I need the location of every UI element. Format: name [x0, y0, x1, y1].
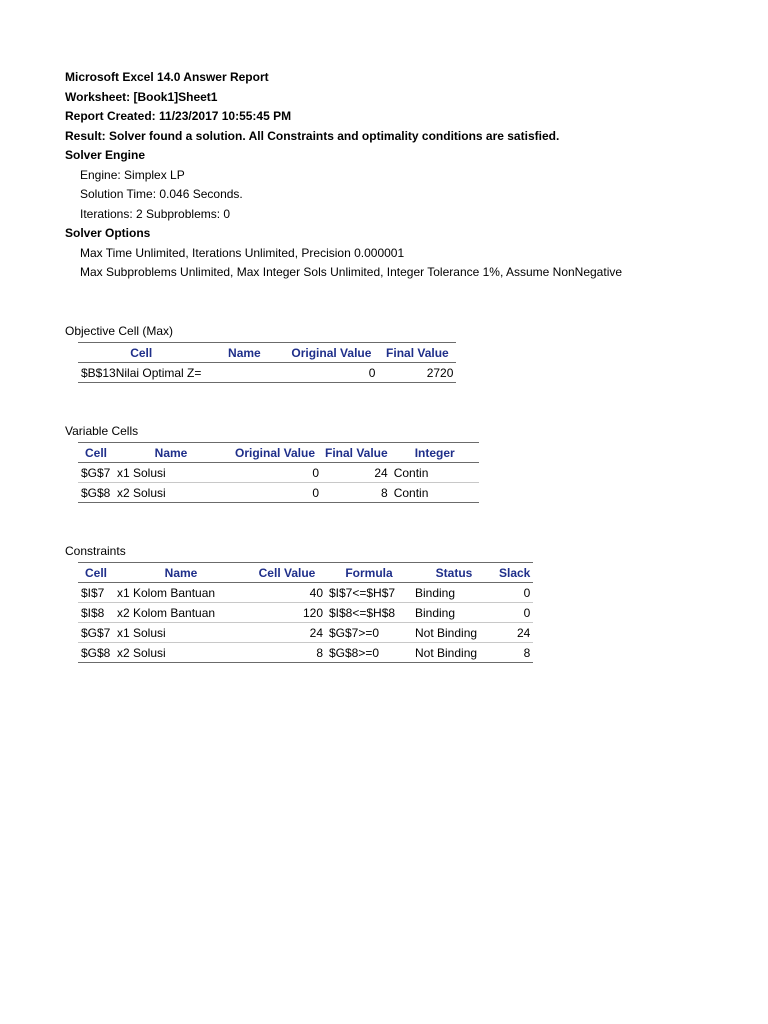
- cell-value: 8: [248, 643, 326, 663]
- formula: $I$7<=$H$7: [326, 583, 412, 603]
- original-value: 0: [228, 463, 322, 483]
- cell-value: 24: [248, 623, 326, 643]
- slack: 0: [496, 583, 533, 603]
- col-header-original: Original Value: [284, 343, 378, 363]
- slack: 24: [496, 623, 533, 643]
- final-value: 8: [322, 483, 391, 503]
- status: Not Binding: [412, 623, 496, 643]
- report-title: Microsoft Excel 14.0 Answer Report: [65, 70, 269, 84]
- integer-type: Contin: [391, 483, 479, 503]
- col-header-slack: Slack: [496, 563, 533, 583]
- final-value: 2720: [378, 363, 456, 383]
- table-row: [78, 483, 479, 503]
- solver-options-heading: Solver Options: [65, 226, 151, 240]
- cell-ref: $G$8: [78, 643, 114, 663]
- col-header-name: Name: [114, 443, 228, 463]
- objective-table: [78, 342, 456, 383]
- solution-time-line: Solution Time: 0.046 Seconds.: [80, 187, 243, 201]
- cell-ref: $G$7: [78, 623, 114, 643]
- col-header-name: Name: [204, 343, 284, 363]
- cell-ref: $G$7: [78, 463, 114, 483]
- variables-table: [78, 442, 479, 503]
- col-header-cell: Cell: [78, 443, 114, 463]
- report-header: [65, 68, 755, 283]
- formula: $I$8<=$H$8: [326, 603, 412, 623]
- objective-section-title: Objective Cell (Max): [65, 324, 174, 338]
- col-header-cell: Cell: [78, 343, 204, 363]
- table-row: [78, 463, 479, 483]
- cell-name: x1 Solusi: [114, 463, 228, 483]
- worksheet-line: Worksheet: [Book1]Sheet1: [65, 89, 218, 104]
- result-line: Result: Solver found a solution. All Constraints and optimality conditions are satisfied.: [65, 128, 560, 143]
- iterations-line: Iterations: 2 Subproblems: 0: [80, 206, 231, 221]
- status: Binding: [412, 603, 496, 623]
- table-row: [78, 623, 533, 643]
- table-header-row: [78, 443, 479, 463]
- options-line-1: Max Time Unlimited, Iterations Unlimited, Precision 0.000001: [80, 245, 405, 260]
- cell-name: x2 Solusi: [114, 643, 248, 663]
- constraints-section-title: Constraints: [65, 544, 126, 558]
- table-row: [78, 583, 533, 603]
- options-line-2: Max Subproblems Unlimited, Max Integer Sols Unlimited, Integer Tolerance 1%, Assume NonNegative: [80, 265, 623, 279]
- original-value: 0: [284, 363, 378, 383]
- engine-line: Engine: Simplex LP: [80, 167, 185, 182]
- table-row: [78, 643, 533, 663]
- original-value: 0: [228, 483, 322, 503]
- table-header-row: [78, 563, 533, 583]
- col-header-original: Original Value: [228, 443, 322, 463]
- cell-ref: $I$7: [78, 583, 114, 603]
- col-header-integer: Integer: [391, 443, 479, 463]
- col-header-final: Final Value: [322, 443, 391, 463]
- col-header-name: Name: [114, 563, 248, 583]
- variables-section-title: Variable Cells: [65, 424, 139, 438]
- cell-ref: $I$8: [78, 603, 114, 623]
- constraints-table: [78, 562, 533, 663]
- cell-ref: $B$13Nilai Optimal Z=: [78, 363, 204, 383]
- formula: $G$8>=0: [326, 643, 412, 663]
- col-header-status: Status: [412, 563, 496, 583]
- col-header-final: Final Value: [378, 343, 456, 363]
- solver-engine-heading: Solver Engine: [65, 148, 146, 162]
- status: Not Binding: [412, 643, 496, 663]
- cell-value: 120: [248, 603, 326, 623]
- cell-name: x2 Solusi: [114, 483, 228, 503]
- table-row: [78, 363, 456, 383]
- cell-name: x1 Solusi: [114, 623, 248, 643]
- formula: $G$7>=0: [326, 623, 412, 643]
- cell-ref: $G$8: [78, 483, 114, 503]
- table-header-row: [78, 343, 456, 363]
- cell-name: x1 Kolom Bantuan: [114, 583, 248, 603]
- table-row: [78, 603, 533, 623]
- slack: 0: [496, 603, 533, 623]
- cell-name: x2 Kolom Bantuan: [114, 603, 248, 623]
- col-header-formula: Formula: [326, 563, 412, 583]
- col-header-value: Cell Value: [248, 563, 326, 583]
- status: Binding: [412, 583, 496, 603]
- cell-value: 40: [248, 583, 326, 603]
- slack: 8: [496, 643, 533, 663]
- cell-spacer: [204, 363, 284, 383]
- integer-type: Contin: [391, 463, 479, 483]
- report-created-line: Report Created: 11/23/2017 10:55:45 PM: [65, 109, 292, 123]
- col-header-cell: Cell: [78, 563, 114, 583]
- final-value: 24: [322, 463, 391, 483]
